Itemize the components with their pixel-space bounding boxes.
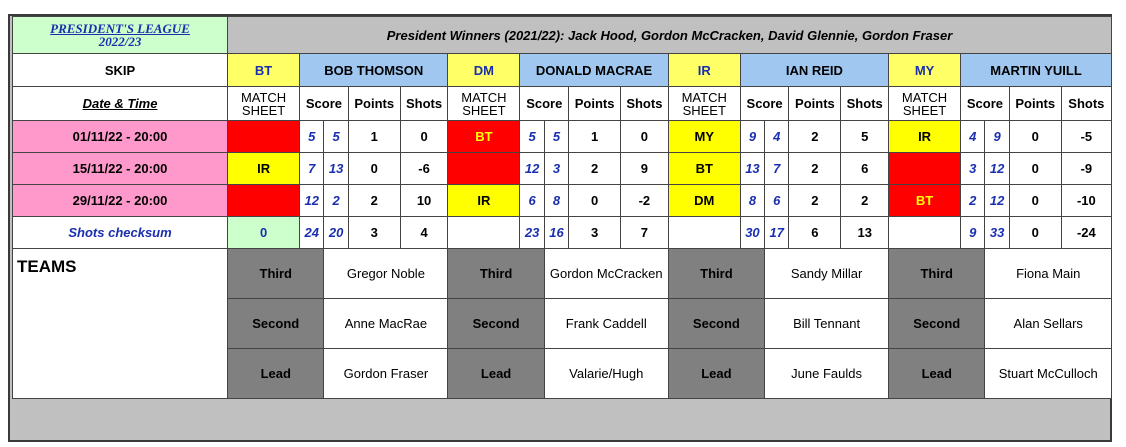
opponent-cell[interactable]: BT (448, 121, 520, 153)
total-points: 3 (348, 217, 400, 249)
total-points: 3 (569, 217, 621, 249)
total-score-against: 17 (765, 217, 789, 249)
points-header: Points (1009, 87, 1061, 121)
match-date: 15/11/22 - 20:00 (13, 153, 228, 185)
score-header: Score (300, 87, 349, 121)
president-winners: President Winners (2021/22): Jack Hood, Gordon McCracken, David Glennie, Gordon Fraser (228, 17, 1112, 54)
league-title-link[interactable]: PRESIDENT'S LEAGUE (50, 21, 190, 36)
skip-row (13, 54, 1112, 87)
score-for: 13 (740, 153, 764, 185)
title-row (13, 17, 1112, 54)
role-third: Third (889, 249, 985, 299)
score-header: Score (520, 87, 569, 121)
total-score-against: 20 (324, 217, 348, 249)
total-shots: 4 (400, 217, 448, 249)
shots-value: 2 (841, 185, 889, 217)
score-against: 6 (765, 185, 789, 217)
opponent-cell[interactable]: MY (448, 153, 520, 185)
team-member: Alan Sellars (985, 299, 1112, 349)
points-header: Points (789, 87, 841, 121)
opponent-cell[interactable]: BT (889, 185, 961, 217)
score-against: 13 (324, 153, 348, 185)
shots-value: -6 (400, 153, 448, 185)
points-value: 0 (569, 185, 621, 217)
total-shots: 13 (841, 217, 889, 249)
skip-code-my: MY (889, 54, 961, 87)
shots-header: Shots (1061, 87, 1111, 121)
score-for: 5 (520, 121, 544, 153)
points-value: 0 (348, 153, 400, 185)
total-shots: -24 (1061, 217, 1111, 249)
points-value: 2 (569, 153, 621, 185)
shots-header: Shots (621, 87, 669, 121)
league-season: 2022/23 (98, 34, 142, 49)
score-header: Score (740, 87, 789, 121)
score-against: 12 (985, 185, 1009, 217)
skip-label: SKIP (13, 54, 228, 87)
date-time-header: Date & Time (13, 87, 228, 121)
score-for: 12 (520, 153, 544, 185)
score-against: 3 (544, 153, 568, 185)
match-sheet-header: MATCH SHEET (889, 87, 961, 121)
team-member: Gordon McCracken (544, 249, 668, 299)
team-member: June Faulds (765, 349, 889, 399)
column-header-row (13, 87, 1112, 121)
team-member: Anne MacRae (324, 299, 448, 349)
match-sheet-header: MATCH SHEET (448, 87, 520, 121)
skip-code-ir: IR (668, 54, 740, 87)
opponent-cell[interactable]: DM (228, 121, 300, 153)
score-against: 5 (544, 121, 568, 153)
role-lead: Lead (668, 349, 764, 399)
role-second: Second (668, 299, 764, 349)
shots-value: 0 (400, 121, 448, 153)
points-value: 0 (1009, 121, 1061, 153)
opponent-cell[interactable]: IR (448, 185, 520, 217)
opponent-cell[interactable]: DM (668, 185, 740, 217)
team-member: Sandy Millar (765, 249, 889, 299)
match-row (13, 153, 1112, 185)
empty-cell (889, 217, 961, 249)
total-score-for: 30 (740, 217, 764, 249)
shots-value: 6 (841, 153, 889, 185)
teams-label-cell (13, 249, 228, 399)
role-second: Second (448, 299, 544, 349)
skip-name-bt: BOB THOMSON (300, 54, 448, 87)
opponent-cell[interactable]: MY (228, 185, 300, 217)
shots-header: Shots (841, 87, 889, 121)
score-for: 9 (740, 121, 764, 153)
skip-code-bt: BT (228, 54, 300, 87)
total-score-for: 9 (961, 217, 985, 249)
match-date: 29/11/22 - 20:00 (13, 185, 228, 217)
match-row (13, 121, 1112, 153)
points-value: 2 (789, 121, 841, 153)
score-for: 7 (300, 153, 324, 185)
shots-checksum-label: Shots checksum (13, 217, 228, 249)
total-score-for: 23 (520, 217, 544, 249)
role-third: Third (668, 249, 764, 299)
total-score-against: 16 (544, 217, 568, 249)
score-header: Score (961, 87, 1010, 121)
team-member: Fiona Main (985, 249, 1112, 299)
score-against: 2 (324, 185, 348, 217)
role-lead: Lead (448, 349, 544, 399)
score-against: 4 (765, 121, 789, 153)
score-against: 8 (544, 185, 568, 217)
points-value: 2 (348, 185, 400, 217)
shots-checksum-value: 0 (228, 217, 300, 249)
points-value: 2 (789, 153, 841, 185)
opponent-cell[interactable]: DM (889, 153, 961, 185)
skip-name-ir: IAN REID (740, 54, 888, 87)
empty-cell (668, 217, 740, 249)
match-sheet-header: MATCH SHEET (228, 87, 300, 121)
role-second: Second (889, 299, 985, 349)
team-member: Frank Caddell (544, 299, 668, 349)
match-date: 01/11/22 - 20:00 (13, 121, 228, 153)
teams-label: TEAMS (17, 257, 77, 276)
role-second: Second (228, 299, 324, 349)
points-value: 1 (569, 121, 621, 153)
shots-value: 0 (621, 121, 669, 153)
opponent-cell[interactable]: IR (228, 153, 300, 185)
score-for: 3 (961, 153, 985, 185)
role-third: Third (228, 249, 324, 299)
shots-header: Shots (400, 87, 448, 121)
points-header: Points (348, 87, 400, 121)
skip-code-dm: DM (448, 54, 520, 87)
team-member: Valarie/Hugh (544, 349, 668, 399)
points-value: 2 (789, 185, 841, 217)
score-for: 8 (740, 185, 764, 217)
shots-value: -2 (621, 185, 669, 217)
points-header: Points (569, 87, 621, 121)
team-member: Gordon Fraser (324, 349, 448, 399)
role-lead: Lead (228, 349, 324, 399)
league-title-cell (13, 17, 228, 54)
score-against: 9 (985, 121, 1009, 153)
shots-value: -10 (1061, 185, 1111, 217)
checksum-row (13, 217, 1112, 249)
match-sheet-header: MATCH SHEET (668, 87, 740, 121)
score-for: 4 (961, 121, 985, 153)
score-against: 12 (985, 153, 1009, 185)
team-row-third (13, 249, 1112, 299)
match-row (13, 185, 1112, 217)
score-against: 7 (765, 153, 789, 185)
total-shots: 7 (621, 217, 669, 249)
team-member: Gregor Noble (324, 249, 448, 299)
empty-cell (448, 217, 520, 249)
opponent-cell[interactable]: MY (668, 121, 740, 153)
role-lead: Lead (889, 349, 985, 399)
score-for: 12 (300, 185, 324, 217)
skip-name-my: MARTIN YUILL (961, 54, 1112, 87)
league-table (12, 16, 1112, 399)
team-member: Bill Tennant (765, 299, 889, 349)
league-sheet-frame (8, 14, 1112, 442)
points-value: 0 (1009, 153, 1061, 185)
shots-value: -5 (1061, 121, 1111, 153)
score-against: 5 (324, 121, 348, 153)
total-score-for: 24 (300, 217, 324, 249)
score-for: 6 (520, 185, 544, 217)
total-score-against: 33 (985, 217, 1009, 249)
total-points: 6 (789, 217, 841, 249)
points-value: 0 (1009, 185, 1061, 217)
score-for: 5 (300, 121, 324, 153)
score-for: 2 (961, 185, 985, 217)
opponent-cell[interactable]: BT (668, 153, 740, 185)
shots-value: -9 (1061, 153, 1111, 185)
shots-value: 5 (841, 121, 889, 153)
total-points: 0 (1009, 217, 1061, 249)
shots-value: 9 (621, 153, 669, 185)
shots-value: 10 (400, 185, 448, 217)
team-member: Stuart McCulloch (985, 349, 1112, 399)
points-value: 1 (348, 121, 400, 153)
skip-name-dm: DONALD MACRAE (520, 54, 668, 87)
role-third: Third (448, 249, 544, 299)
opponent-cell[interactable]: IR (889, 121, 961, 153)
